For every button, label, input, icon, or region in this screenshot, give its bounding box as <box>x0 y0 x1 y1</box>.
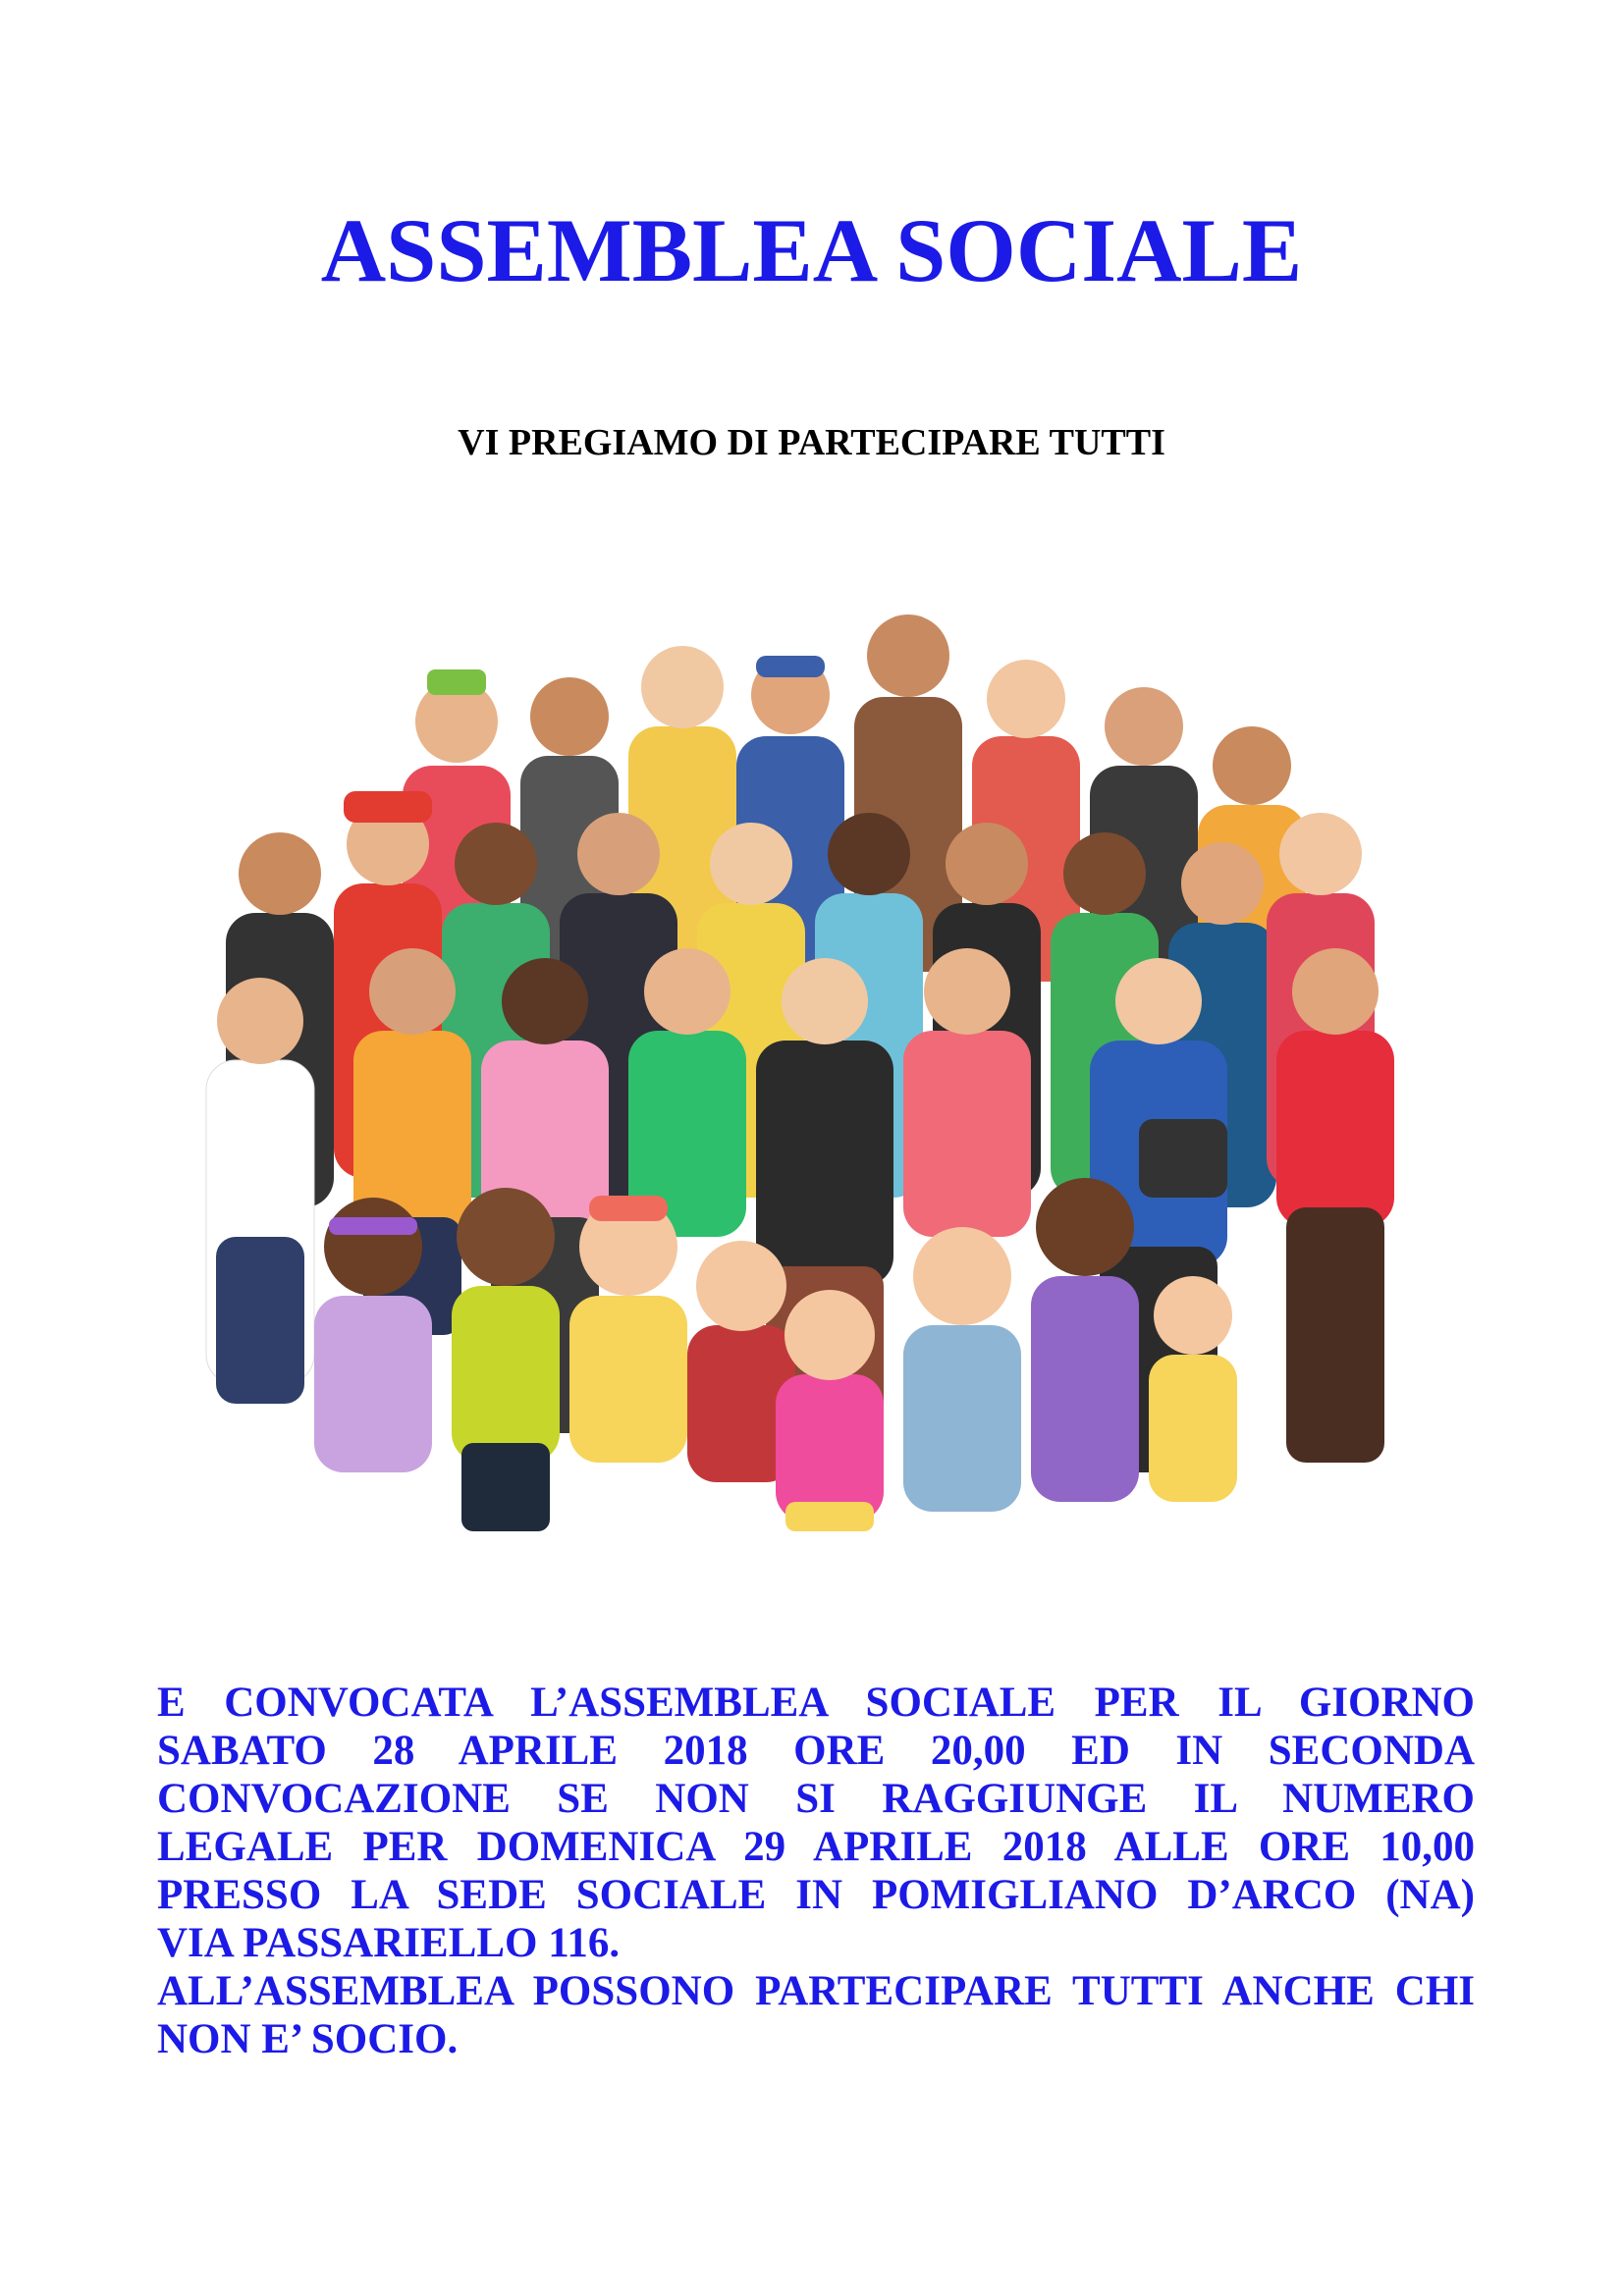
poster-subtitle: VI PREGIAMO DI PARTECIPARE TUTTI <box>458 422 1165 463</box>
assembly-notice <box>157 1679 1475 2063</box>
notice-line: CONVOCAZIONE SE NON SI RAGGIUNGE IL NUMERO <box>157 1776 1475 1822</box>
notice-line: ALL’ASSEMBLEA POSSONO PARTECIPARE TUTTI ANCHE CHI <box>157 1968 1475 2014</box>
notice-line: E CONVOCATA L’ASSEMBLEA SOCIALE PER IL GIORNO <box>157 1680 1475 1726</box>
notice-line: SABATO 28 APRILE 2018 ORE 20,00 ED IN SECONDA <box>157 1728 1475 1774</box>
notice-line: NON E’ SOCIO. <box>157 2016 459 2062</box>
notice-line: PRESSO LA SEDE SOCIALE IN POMIGLIANO D’ARCO (NA) <box>157 1872 1475 1918</box>
poster-title: ASSEMBLEA SOCIALE <box>320 200 1303 300</box>
crowd-of-people-illustration <box>147 609 1473 1541</box>
notice-line: LEGALE PER DOMENICA 29 APRILE 2018 ALLE ORE 10,00 <box>157 1824 1475 1870</box>
notice-line: VIA PASSARIELLO 116. <box>157 1920 621 1966</box>
